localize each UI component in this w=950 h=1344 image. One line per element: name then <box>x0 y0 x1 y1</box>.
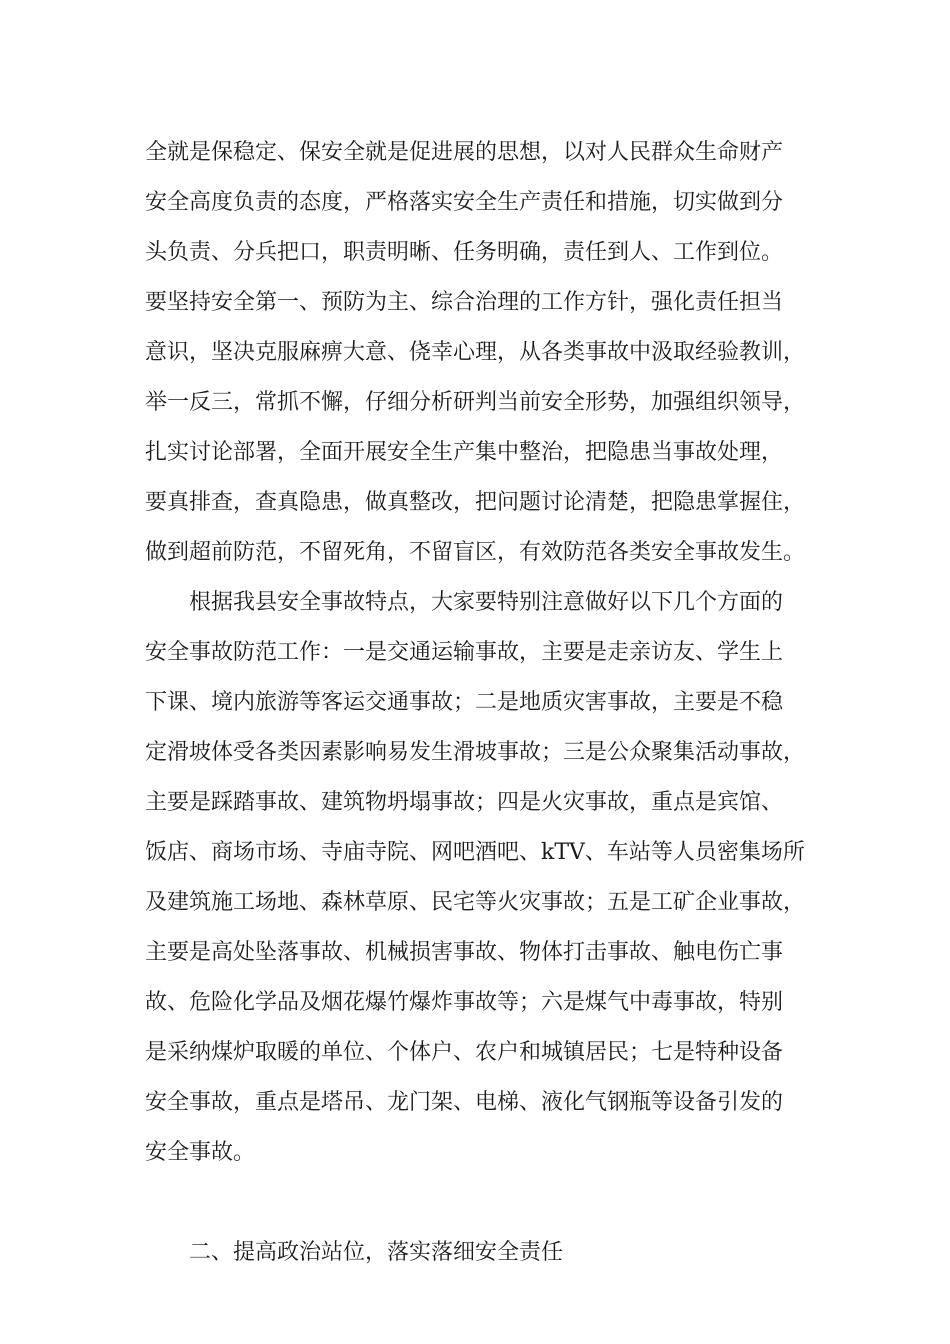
text-line: 意识，坚决克服麻痹大意、侥幸心理，从各类事故中汲取经验教训， <box>145 340 806 365</box>
text-line: 头负责、分兵把口，职责明晰、任务明确，责任到人、工作到位。 <box>145 240 784 265</box>
text-line: 根据我县安全事故特点，大家要特别注意做好以下几个方面的 <box>189 590 784 615</box>
paragraph-safety-responsibility <box>145 128 825 578</box>
text-line: 安全高度负责的态度，严格落实安全生产责任和措施，切实做到分 <box>145 190 784 215</box>
text-line: 故、危险化学品及烟花爆竹爆炸事故等；六是煤气中毒事故，特别 <box>145 990 784 1015</box>
text-line: 及建筑施工场地、森林草原、民宅等火灾事故；五是工矿企业事故， <box>145 890 806 915</box>
text-line: 是采纳煤炉取暖的单位、个体户、农户和城镇居民；七是特种设备 <box>145 1040 784 1065</box>
document-body <box>145 128 825 1278</box>
text-line: 举一反三，常抓不懈，仔细分析研判当前安全形势，加强组织领导， <box>145 390 806 415</box>
paragraph-accident-prevention <box>145 578 825 1178</box>
text-line: 定滑坡体受各类因素影响易发生滑坡事故；三是公众聚集活动事故， <box>145 740 806 765</box>
text-line: 要真排查，查真隐患，做真整改，把问题讨论清楚，把隐患掌握住， <box>145 490 806 515</box>
text-line: 饭店、商场市场、寺庙寺院、网吧酒吧、kTV、车站等人员密集场所 <box>145 840 805 865</box>
text-line: 做到超前防范，不留死角，不留盲区，有效防范各类安全事故发生。 <box>145 540 806 565</box>
text-line: 全就是保稳定、保安全就是促进展的思想，以对人民群众生命财产 <box>145 140 784 165</box>
text-line: 主要是踩踏事故、建筑物坍塌事故；四是火灾事故，重点是宾馆、 <box>145 790 784 815</box>
text-line: 主要是高处坠落事故、机械损害事故、物体打击事故、触电伤亡事 <box>145 940 784 965</box>
text-line: 安全事故防范工作：一是交通运输事故，主要是走亲访友、学生上 <box>145 640 784 665</box>
text-line: 安全事故。 <box>145 1140 256 1165</box>
paragraph-spacer <box>145 1178 825 1228</box>
text-line: 要坚持安全第一、预防为主、综合治理的工作方针，强化责任担当 <box>145 290 784 315</box>
text-line: 下课、境内旅游等客运交通事故；二是地质灾害事故，主要是不稳 <box>145 690 784 715</box>
text-line: 安全事故，重点是塔吊、龙门架、电梯、液化气钢瓶等设备引发的 <box>145 1090 784 1115</box>
text-line: 扎实讨论部署，全面开展安全生产集中整治，把隐患当事故处理， <box>145 440 784 465</box>
section-heading: 二、提高政治站位，落实落细安全责任 <box>189 1240 564 1265</box>
